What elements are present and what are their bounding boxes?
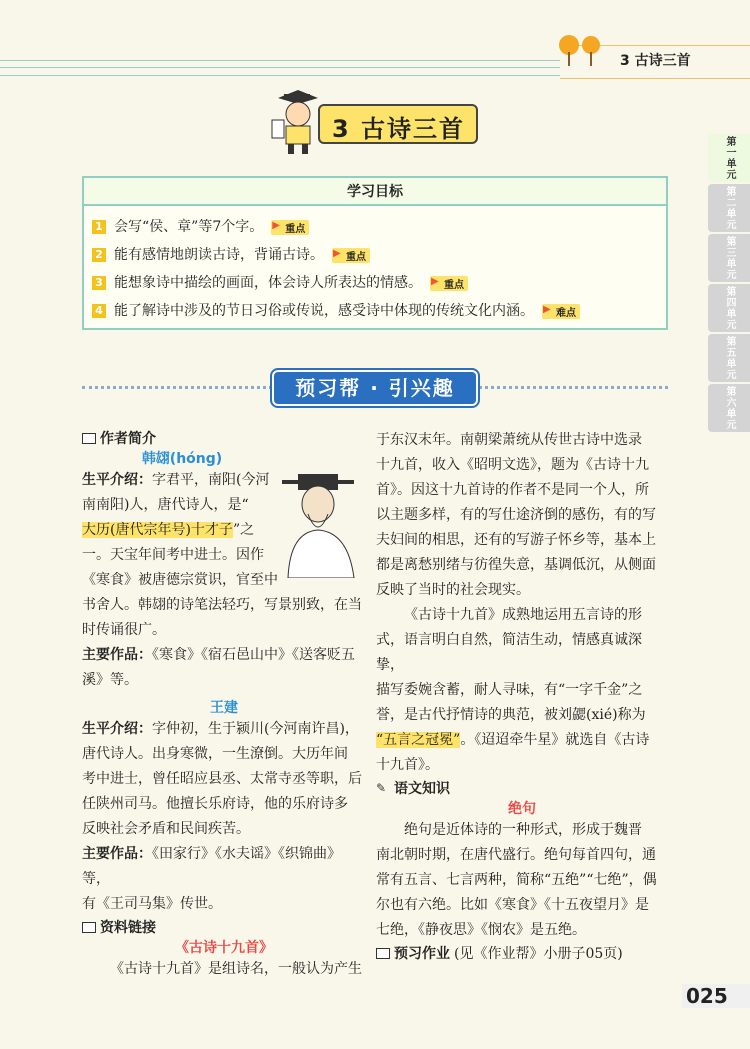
objective-item bbox=[92, 274, 468, 292]
header-title: 3 古诗三首 bbox=[620, 53, 691, 69]
works-label: 主要作品： bbox=[82, 647, 152, 663]
tab-unit-5[interactable]: 第五单元 bbox=[708, 334, 750, 382]
body-text: 描写委婉含蓄，耐人寻味，有“一字千金”之 bbox=[376, 682, 643, 698]
bio-text: 唐代诗人。出身寒微，一生潦倒。大历年间 bbox=[82, 746, 348, 762]
bio-text: 南南阳)人，唐代诗人，是“ bbox=[82, 497, 249, 513]
book-icon bbox=[82, 433, 96, 444]
objective-text: 能有感情地朗读古诗，背诵古诗。 bbox=[114, 247, 324, 263]
works-text: 溪》等。 bbox=[82, 672, 138, 688]
body-text: 首》。因这十九首诗的作者不是同一个人，所 bbox=[376, 482, 649, 498]
difficulty-tag: ▶ 难点 bbox=[542, 304, 580, 319]
objective-number: 1 bbox=[92, 220, 106, 234]
body-text: 式，语言明白自然，简洁生动，情感真诚深挚， bbox=[376, 632, 642, 673]
language-knowledge-text: 语文知识 bbox=[394, 781, 450, 797]
author-name-wangjian: 王建 bbox=[210, 700, 238, 716]
key-point-tag: ▶ 重点 bbox=[271, 220, 309, 235]
body-text: 七绝，《静夜思》《悯农》是五绝。 bbox=[376, 922, 586, 938]
works-text: 《寒食》《宿石邑山中》《送客贬五 bbox=[152, 647, 355, 663]
reference-link-text: 资料链接 bbox=[100, 920, 156, 936]
objective-item bbox=[92, 302, 580, 320]
author-intro-text: 作者简介 bbox=[100, 431, 156, 447]
key-point-tag: ▶ 重点 bbox=[332, 248, 370, 263]
jueju-title: 绝句 bbox=[508, 801, 536, 817]
tab-unit-6[interactable]: 第六单元 bbox=[708, 384, 750, 432]
tab-unit-3[interactable]: 第三单元 bbox=[708, 234, 750, 282]
bio-text: 时传诵很广。 bbox=[82, 622, 166, 638]
homework-label: 预习作业 bbox=[394, 946, 450, 962]
works-text: 《田家行》《水夫谣》《织锦曲》等， bbox=[82, 846, 341, 887]
bio-text: 字仲初，生于颍川(今河南许昌)， bbox=[152, 721, 359, 737]
author-name-hanhong: 韩翃(hóng) bbox=[141, 451, 223, 467]
key-point-tag: ▶ 重点 bbox=[430, 276, 468, 291]
tree-icon bbox=[578, 34, 604, 66]
objective-number: 2 bbox=[92, 248, 106, 262]
body-text: 都是离愁别绪与彷徨失意，基调低沉，从侧面 bbox=[376, 557, 656, 573]
tab-unit-2[interactable]: 第二单元 bbox=[708, 184, 750, 232]
objectives-box bbox=[82, 176, 668, 330]
bio-text: 书舍人。韩翃的诗笔法轻巧，写景别致，在当 bbox=[82, 597, 362, 613]
tab-unit-1[interactable]: 第一单元 bbox=[708, 134, 750, 182]
body-text: 誉，是古代抒情诗的典范，被刘勰(xié)称为 bbox=[376, 707, 646, 723]
author-intro-label bbox=[82, 428, 366, 448]
body-text: 十九首》。 bbox=[376, 757, 439, 773]
homework-row bbox=[376, 943, 668, 963]
highlight-text: “五言之冠冕” bbox=[376, 732, 461, 748]
page-number: 025 bbox=[682, 984, 750, 1008]
bio-text: 字君平，南阳(今河 bbox=[152, 472, 270, 488]
poet-portrait-icon bbox=[280, 470, 362, 578]
objectives-heading: 学习目标 bbox=[84, 178, 666, 206]
bio-text: 《寒食》被唐德宗赏识，官至中 bbox=[82, 572, 278, 588]
body-text: 十九首，收入《昭明文选》，题为《古诗十九 bbox=[376, 457, 649, 473]
objective-text: 能想象诗中描绘的画面，体会诗人所表达的情感。 bbox=[114, 275, 422, 291]
body-text: 以主题多样，有的写仕途济倒的感伤，有的写 bbox=[376, 507, 656, 523]
section-banner: 预习帮 · 引兴趣 bbox=[272, 370, 478, 406]
objective-text: 会写“侯、章”等7个字。 bbox=[114, 219, 264, 235]
body-text: 夫妇间的相思，还有的写游子怀乡等，基本上 bbox=[376, 532, 656, 548]
bio-text: ”之 bbox=[232, 522, 255, 538]
objective-item bbox=[92, 218, 309, 236]
objective-number: 3 bbox=[92, 276, 106, 290]
bio-label: 生平介绍： bbox=[82, 472, 152, 488]
right-column bbox=[376, 428, 668, 963]
body-text: 尔也有六绝。比如《寒食》《十五夜望月》是 bbox=[376, 897, 649, 913]
lesson-title: 3 古诗三首 bbox=[332, 115, 466, 143]
book-icon bbox=[82, 922, 96, 933]
body-text: 反映了当时的社会现实。 bbox=[376, 582, 530, 598]
nineteen-poems-title: 《古诗十九首》 bbox=[175, 940, 273, 956]
bio-label: 生平介绍： bbox=[82, 721, 152, 737]
body-text: 于东汉末年。南朝梁萧统从传世古诗中选录 bbox=[376, 432, 642, 448]
unit-tabs bbox=[708, 134, 750, 434]
pencil-icon: ✎ bbox=[376, 781, 387, 795]
body-text: 绝句是近体诗的一种形式，形成于魏晋 bbox=[404, 822, 642, 838]
bio-text: 一。天宝年间考中进士。因作 bbox=[82, 547, 264, 563]
bio-text: 反映社会矛盾和民间疾苦。 bbox=[82, 821, 250, 837]
objective-item bbox=[92, 246, 370, 264]
open-book-icon bbox=[376, 948, 390, 959]
body-text: 《古诗十九首》成熟地运用五言诗的形 bbox=[404, 607, 642, 623]
objective-text: 能了解诗中涉及的节日习俗或传说，感受诗中体现的传统文化内涵。 bbox=[114, 303, 534, 319]
highlight-text: 大历(唐代宗年号)十才子 bbox=[82, 522, 233, 538]
reference-link-label bbox=[82, 917, 366, 937]
bio-text: 考中进士，曾任昭应县丞、太常寺丞等职，后 bbox=[82, 771, 362, 787]
lesson-title-block bbox=[258, 90, 488, 156]
bio-text: 任陕州司马。他擅长乐府诗，他的乐府诗多 bbox=[82, 796, 348, 812]
body-text: 常有五言、七言两种，简称“五绝”“七绝”，偶 bbox=[376, 872, 657, 888]
body-text: 。《迢迢牵牛星》就选自《古诗 bbox=[460, 732, 650, 748]
body-text: 《古诗十九首》是组诗名，一般认为产生 bbox=[110, 961, 362, 977]
language-knowledge-label bbox=[376, 778, 668, 798]
objective-number: 4 bbox=[92, 304, 106, 318]
homework-text: (见《作业帮》小册子05页) bbox=[454, 946, 623, 962]
tab-unit-4[interactable]: 第四单元 bbox=[708, 284, 750, 332]
works-text: 有《王司马集》传世。 bbox=[82, 896, 222, 912]
body-text: 南北朝时期，在唐代盛行。绝句每首四句，通 bbox=[376, 847, 656, 863]
works-label: 主要作品： bbox=[82, 846, 152, 862]
